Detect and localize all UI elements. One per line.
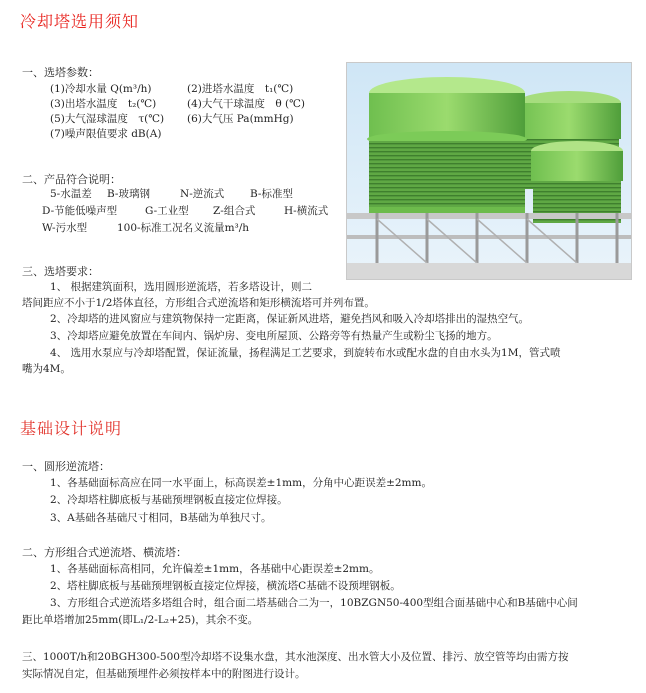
code-item: 5-水温差: [50, 188, 92, 200]
requirement-4-cont: 嘴为4M。: [22, 363, 71, 375]
foundation-note-cont: 实际情况自定，但基础预埋件必须按样本中的附图进行设计。: [22, 668, 306, 680]
requirement-1: 1、 根据建筑面积，选用圆形逆流塔，若多塔设计，则二: [50, 281, 313, 293]
cooling-tower-photo: [346, 62, 632, 280]
foundation-item: 2、塔柱脚底板与基础预埋钢板直接定位焊接，横流塔C基础不设预埋钢板。: [50, 580, 401, 592]
section-heading-parameters: 一、选塔参数：: [22, 66, 99, 79]
foundation-item: 3、方形组合式逆流塔多塔组合时，组合面二塔基础合二为一，10BZGN50-400型组合面基础中心和B基础中心间: [50, 597, 578, 609]
code-item: N-逆流式: [180, 188, 225, 200]
param-item: (7)噪声限值要求 dB(A): [50, 128, 162, 140]
param-item: (2)进塔水温度 t₁(℃): [187, 83, 294, 95]
foundation-item: 1、各基础面标高应在同一水平面上，标高误差±1mm，分角中心距误差±2mm。: [50, 477, 432, 489]
code-item: B-标准型: [250, 188, 293, 200]
section-heading-requirements: 三、选塔要求：: [22, 265, 99, 278]
code-item: B-玻璃钢: [107, 188, 150, 200]
param-item: (4)大气干球温度 θ (℃): [187, 98, 305, 110]
code-item: W-污水型: [42, 222, 88, 234]
foundation-note: 三、1000T/h和20BGH300-500型冷却塔不设集水盘，其水池深度、出水管大小及位置、排污、放空管等均由需方按: [22, 651, 569, 663]
foundation-item-cont: 距比单塔增加25mm(即L₁/2-L₂+25)，其余不变。: [22, 614, 259, 626]
code-item: D-节能低噪声型: [42, 205, 118, 217]
foundation-item: 2、冷却塔柱脚底板与基础预埋钢板直接定位焊接。: [50, 494, 288, 506]
requirement-3: 3、冷却塔应避免放置在车间内、锅炉房、变电所屋顶、公路旁等有热量产生或粉尘飞扬的地方。: [50, 330, 498, 342]
section-heading-product-codes: 二、产品符合说明：: [22, 173, 121, 186]
code-item: H-横流式: [284, 205, 329, 217]
foundation-heading-square: 二、方形组合式逆流塔、横流塔：: [22, 546, 187, 559]
param-item: (6)大气压 Pa(mmHg): [187, 113, 294, 125]
foundation-item: 3、A基础各基础尺寸相同，B基础为单独尺寸。: [50, 512, 272, 524]
param-item: (1)冷却水量 Q(m³/h): [50, 83, 152, 95]
param-item: (3)出塔水温度 t₂(℃): [50, 98, 157, 110]
param-item: (5)大气湿球温度 τ(℃): [50, 113, 165, 125]
code-item: G-工业型: [145, 205, 189, 217]
requirement-1-cont: 塔间距应不小于1/2塔体直径，方形组合式逆流塔和矩形横流塔可并列布置。: [22, 297, 375, 309]
code-item: Z-组合式: [213, 205, 256, 217]
code-item: 100-标准工况名义流量m³/h: [117, 222, 250, 234]
foundation-item: 1、各基础面标高相同，允许偏差±1mm，各基础中心距误差±2mm。: [50, 563, 380, 575]
page-title: 冷却塔选用须知: [20, 12, 140, 31]
requirement-4: 4、 选用水泵应与冷却塔配置，保证流量，扬程满足工艺要求，到旋转布水或配水盘的自由水头为1M，管式喷: [50, 347, 561, 359]
requirement-2: 2、冷却塔的进风窗应与建筑物保持一定距离，保证新风进塔，避免挡风和吸入冷却塔排出的湿热空气。: [50, 313, 530, 325]
foundation-heading-round: 一、圆形逆流塔：: [22, 460, 110, 473]
foundation-title: 基础设计说明: [20, 419, 123, 438]
